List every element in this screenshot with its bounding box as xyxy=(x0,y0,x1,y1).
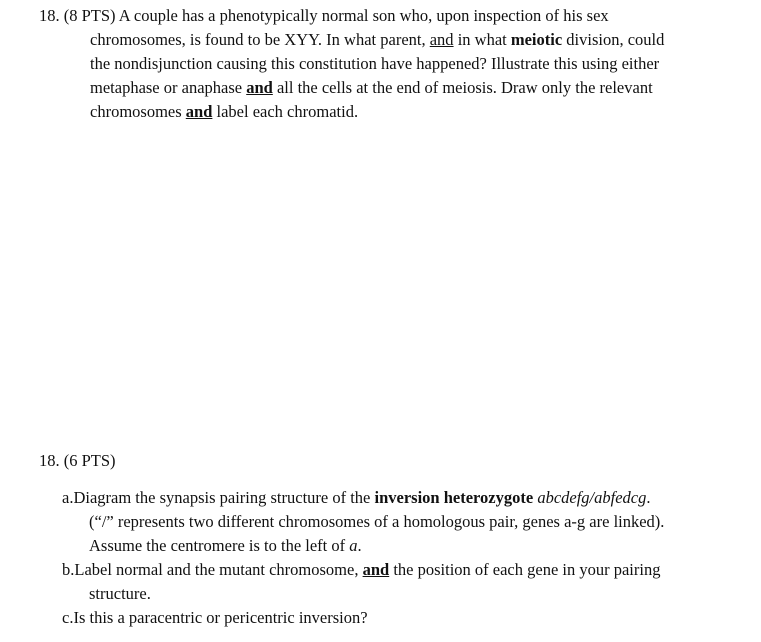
part-letter: a. xyxy=(62,488,74,507)
part-text: Assume the centromere is to the left of xyxy=(89,536,350,555)
question-text: the nondisjunction causing this constitution have happened? Illustrate this using either xyxy=(90,54,660,73)
part-b-line-2: structure. xyxy=(89,584,151,603)
part-text: Diagram the synapsis pairing structure of the xyxy=(73,488,375,507)
question-text: metaphase or anaphase xyxy=(90,78,247,97)
gene-letter: a xyxy=(349,536,358,555)
bold-word: meiotic xyxy=(510,30,563,49)
question-text: label each chromatid. xyxy=(212,102,359,121)
bold-underlined-word: and xyxy=(185,102,213,121)
bold-underlined-word: and xyxy=(362,560,390,579)
question-text: chromosomes, is found to be XYY. In what parent, xyxy=(90,30,430,49)
question-18-line-5 xyxy=(39,100,729,124)
question-18-inversion-header: 18. (6 PTS) xyxy=(39,451,116,470)
part-text: Is this a paracentric or pericentric inversion? xyxy=(73,608,368,627)
question-text: in what xyxy=(453,30,511,49)
bold-underlined-word: and xyxy=(246,78,273,97)
question-18-drawing xyxy=(39,4,729,124)
question-18-line-3 xyxy=(39,52,729,76)
question-text: division, could xyxy=(562,30,665,49)
question-number: 18. xyxy=(39,6,60,25)
part-letter: c. xyxy=(62,608,74,627)
question-18-line-4 xyxy=(39,76,729,100)
question-text: A couple has a phenotypically normal son who, upon inspection of his sex xyxy=(118,6,609,25)
punctuation: . xyxy=(646,488,651,507)
question-text: all the cells at the end of meiosis. Draw only the relevant xyxy=(272,78,653,97)
part-letter: b. xyxy=(62,560,75,579)
part-c-line-1 xyxy=(62,606,368,630)
part-a-line-2: (“/” represents two different chromosomes of a homologous pair, genes a-g are linked). xyxy=(89,512,665,531)
genotype-text: abcdefg/abfedcg xyxy=(537,488,647,507)
question-text: chromosomes xyxy=(90,102,186,121)
part-text: Label normal and the mutant chromosome, xyxy=(74,560,363,579)
part-a xyxy=(62,486,664,558)
part-b-line-1 xyxy=(62,558,660,582)
part-text: the position of each gene in your pairing xyxy=(389,560,661,579)
part-a-line-1 xyxy=(62,486,664,510)
question-points: (8 PTS) xyxy=(63,6,116,25)
part-a-line-3 xyxy=(62,534,664,558)
part-b xyxy=(62,558,660,606)
part-c xyxy=(62,606,368,630)
bold-term: inversion heterozygote xyxy=(374,488,534,507)
underlined-word: and xyxy=(429,30,454,49)
question-18-line-1 xyxy=(39,4,729,28)
question-18-line-2 xyxy=(39,28,729,52)
punctuation: . xyxy=(357,536,362,555)
